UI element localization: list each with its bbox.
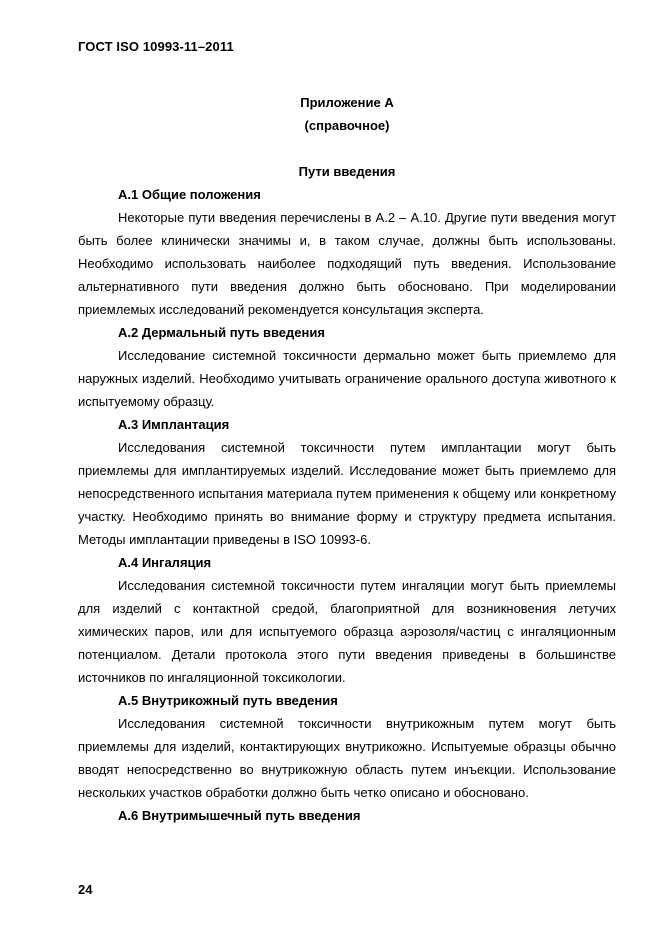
- section-heading-a1: А.1 Общие положения: [118, 187, 261, 202]
- section-text-a5: Исследования системной токсичности внутрикожным путем могут быть приемлемы для изделий, контактирующих внутрикожно. Испытуемые образцы обычно вводят непосредственно во внутрикожную область путем инъекции. Использование нескольких участков обработки должно быть четко описано и обосновано.: [78, 716, 616, 800]
- section-heading-a6: А.6 Внутримышечный путь введения: [118, 808, 361, 823]
- document-code: ГОСТ ISO 10993-11–2011: [78, 39, 234, 54]
- annex-subtitle: (справочное): [304, 118, 390, 133]
- annex-content: [78, 91, 616, 827]
- section-heading-a3: А.3 Имплантация: [118, 417, 230, 432]
- section-heading-a5: А.5 Внутрикожный путь введения: [118, 693, 338, 708]
- section-heading-a2: А.2 Дермальный путь введения: [118, 325, 325, 340]
- page-number: 24: [78, 882, 93, 897]
- section-text-a3: Исследования системной токсичности путем имплантации могут быть приемлемы для имплантируемых изделий. Исследование может быть приемлемо для непосредственного испытания материала путем применения к общему или конкретному участку. Необходимо принять во внимание форму и структуру предмета испытания. Методы имплантации приведены в ISO 10993-6.: [78, 440, 616, 547]
- section-text-a2: Исследование системной токсичности дермально может быть приемлемо для наружных изделий. Необходимо учитывать ограничение орального доступа животного к испытуемому образцу.: [78, 348, 616, 409]
- section-text-a4: Исследования системной токсичности путем ингаляции могут быть приемлемы для изделий с контактной средой, благоприятной для возникновения летучих химических паров, или для испытуемого образца аэрозоля/частиц с ингаляционным потенциалом. Детали протокола этого пути введения приведены в большинстве источников по ингаляционной токсикологии.: [78, 578, 616, 685]
- section-title: Пути введения: [298, 164, 396, 179]
- annex-title: Приложение А: [300, 95, 394, 110]
- section-heading-a4: А.4 Ингаляция: [118, 555, 212, 570]
- section-text-a1: Некоторые пути введения перечислены в А.2 – А.10. Другие пути введения могут быть более клинически значимы и, в таком случае, должны быть использованы. Необходимо использовать наиболее подходящий путь введения. Использование альтернативного пути введения должно быть обосновано. При моделировании приемлемых исследований рекомендуется консультация эксперта.: [78, 210, 616, 317]
